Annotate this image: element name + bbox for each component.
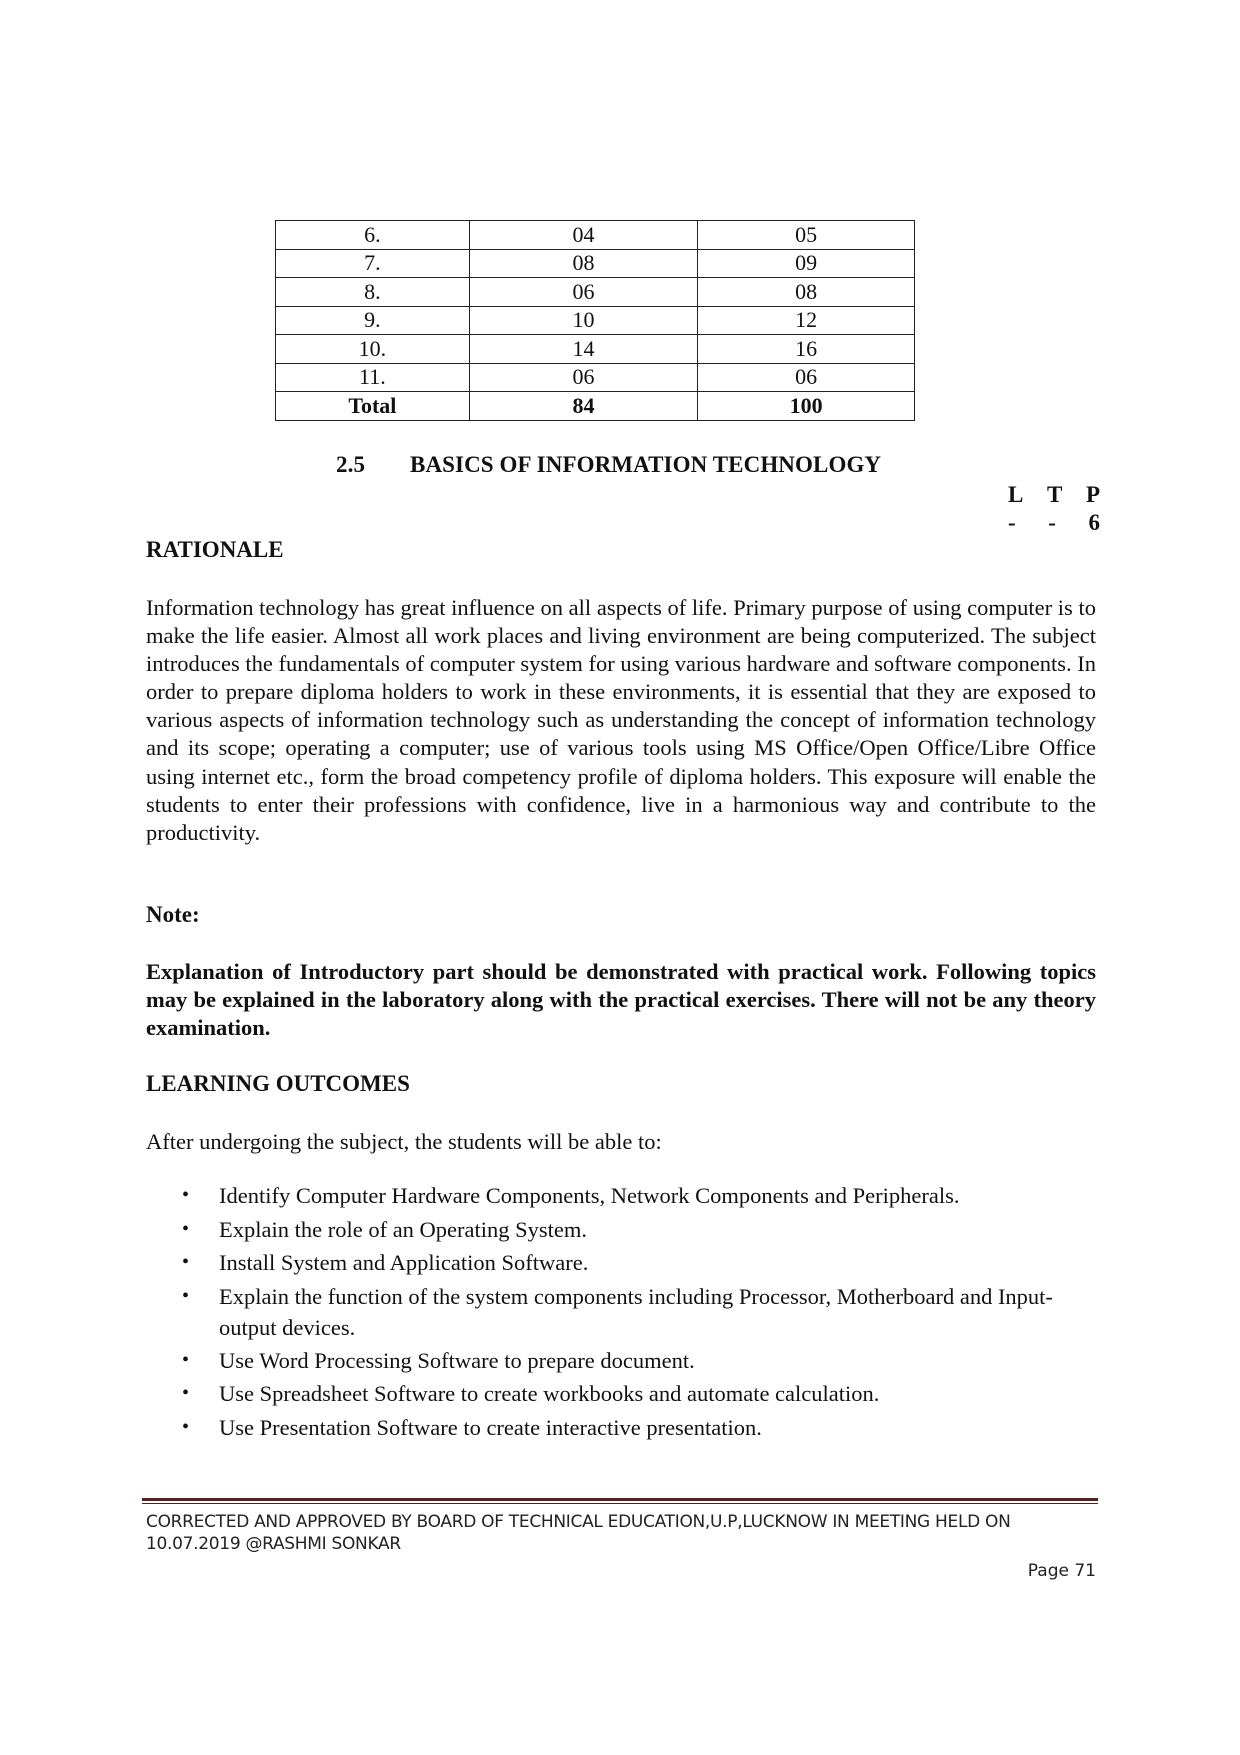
table-row xyxy=(276,335,915,364)
note-paragraph: Explanation of Introductory part should be demonstrated with practical work. Following topics may be explained in the laboratory along with the practical exercises. There will not be any theory examination. xyxy=(146,959,1096,1041)
ltp-values xyxy=(1008,510,1100,536)
bullet-icon: • xyxy=(182,1184,190,1206)
table-cell: 10 xyxy=(469,306,698,335)
ltp-value: - xyxy=(1008,510,1016,535)
list-item xyxy=(146,1412,1096,1444)
rationale-heading: RATIONALE xyxy=(146,537,284,562)
section-title xyxy=(336,452,881,478)
ltp-label: L xyxy=(1008,482,1024,507)
table-cell: 11. xyxy=(276,363,470,392)
list-item-text: Explain the function of the system components including Processor, Motherboard and Input-output devices. xyxy=(219,1283,1053,1340)
ltp-value: 6 xyxy=(1088,510,1100,535)
bullet-icon: • xyxy=(182,1348,190,1371)
table-cell: 08 xyxy=(698,278,915,307)
bullet-icon: • xyxy=(182,1382,190,1404)
rationale-paragraph: Information technology has great influence on all aspects of life. Primary purpose of using computer is to make the life easier. Almost all work places and living environment are being computerized. The subject introduces the fundamentals of computer system for using various hardware and software components. In order to prepare diploma holders to work in these environments, it is essential that they are exposed to various aspects of information technology such as understanding the concept of information technology and its scope; operating a computer; use of various tools using MS Office/Open Office/Libre Office using internet etc., form the broad competency profile of diploma holders. This exposure will enable the students to enter their professions with confidence, live in a harmonious way and contribute to the productivity. xyxy=(146,595,1096,845)
list-item xyxy=(146,1345,1096,1377)
page-number: Page 71 xyxy=(1027,1561,1096,1581)
table-cell: 06 xyxy=(469,278,698,307)
learning-outcomes-heading: LEARNING OUTCOMES xyxy=(146,1071,410,1096)
section-title-text: BASICS OF INFORMATION TECHNOLOGY xyxy=(410,452,882,477)
note-heading: Note: xyxy=(146,902,200,927)
bullet-icon: • xyxy=(182,1251,190,1273)
ltp-labels xyxy=(1008,482,1100,508)
table-cell: 05 xyxy=(698,221,915,250)
list-item xyxy=(146,1180,1096,1212)
table-cell: 9. xyxy=(276,306,470,335)
table-cell: 06 xyxy=(469,363,698,392)
list-item xyxy=(146,1214,1096,1246)
list-item-text: Explain the role of an Operating System. xyxy=(219,1216,588,1242)
table-cell: 06 xyxy=(698,363,915,392)
footer-rule xyxy=(142,1498,1098,1501)
list-item-text: Install System and Application Software. xyxy=(219,1250,589,1275)
footer-text: CORRECTED AND APPROVED BY BOARD OF TECHNICAL EDUCATION,U.P,LUCKNOW IN MEETING HELD ON 10.07.2019 @RASHMI SONKAR xyxy=(146,1512,1011,1554)
table-row xyxy=(276,221,915,250)
table-cell: 84 xyxy=(469,392,698,421)
table-cell: 12 xyxy=(698,306,915,335)
table-row xyxy=(276,306,915,335)
table-cell: 100 xyxy=(698,392,915,421)
table-cell: 09 xyxy=(698,249,915,278)
list-item-text: Use Word Processing Software to prepare document. xyxy=(219,1347,695,1373)
table-total-row xyxy=(276,392,915,421)
list-item xyxy=(146,1281,1096,1343)
list-item-text: Use Spreadsheet Software to create workbooks and automate calculation. xyxy=(219,1381,880,1406)
table-cell: 08 xyxy=(469,249,698,278)
ltp-value: - xyxy=(1048,510,1056,535)
table-cell: 04 xyxy=(469,221,698,250)
list-item xyxy=(146,1378,1096,1410)
outcomes-intro: After undergoing the subject, the students will be able to: xyxy=(146,1129,662,1154)
outcomes-list xyxy=(146,1180,1096,1445)
list-item-text: Identify Computer Hardware Components, Network Components and Peripherals. xyxy=(219,1183,960,1208)
table-row xyxy=(276,278,915,307)
table-cell: 10. xyxy=(276,335,470,364)
list-item xyxy=(146,1247,1096,1279)
section-number: 2.5 xyxy=(336,452,366,477)
table-cell: Total xyxy=(276,392,470,421)
table-cell: 8. xyxy=(276,278,470,307)
bullet-icon: • xyxy=(182,1415,190,1438)
table-cell: 14 xyxy=(469,335,698,364)
bullet-icon: • xyxy=(182,1217,190,1240)
ltp-label: T xyxy=(1046,482,1063,507)
bullet-icon: • xyxy=(182,1284,190,1307)
table-cell: 16 xyxy=(698,335,915,364)
list-item-text: Use Presentation Software to create interactive presentation. xyxy=(219,1414,762,1440)
marks-table xyxy=(275,220,915,421)
table-row xyxy=(276,363,915,392)
footer-rule-thin xyxy=(142,1503,1098,1504)
table-row xyxy=(276,249,915,278)
ltp-label: P xyxy=(1085,482,1100,507)
table-cell: 7. xyxy=(276,249,470,278)
table-cell: 6. xyxy=(276,221,470,250)
